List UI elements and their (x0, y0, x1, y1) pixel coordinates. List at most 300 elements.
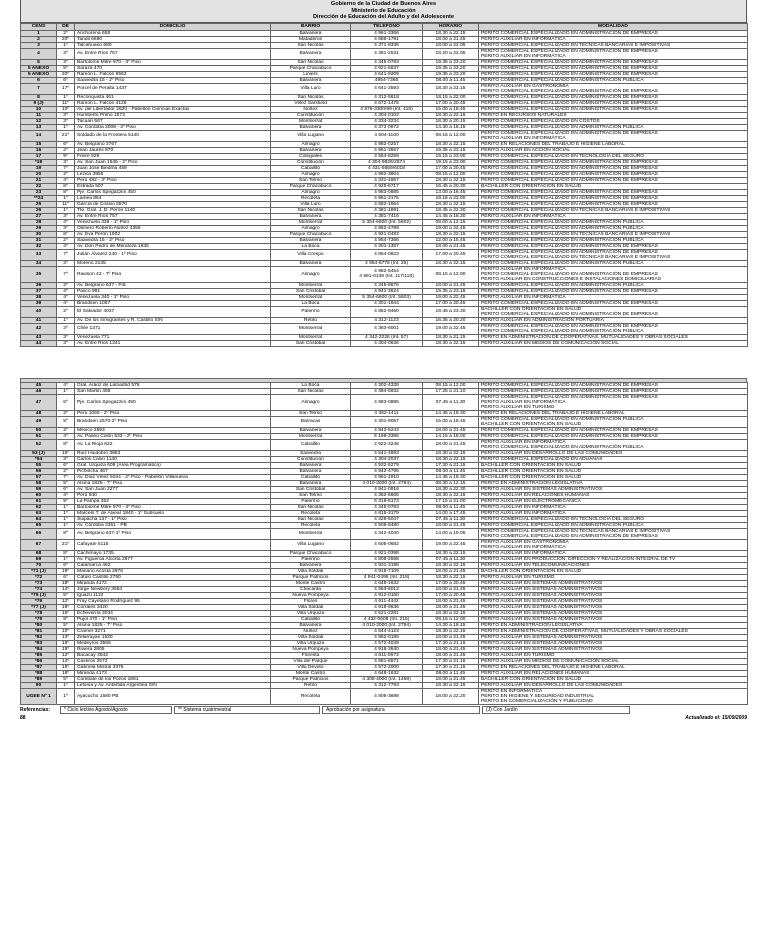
horario-cell: 18.00 a 22.20 (423, 688, 479, 704)
cens-cell: 51 (21, 433, 57, 439)
barrio-cell: Villa del Parque (271, 658, 351, 664)
domicilio-cell: Catamarca 462 (75, 562, 271, 568)
barrio-cell: San Nicolás (271, 59, 351, 65)
horario-cell: 18.00 a 21.45 (423, 36, 479, 42)
cens-cell: 64 (21, 516, 57, 522)
modalidad-cell: PERITO COMERCIAL ESPECIALIZADO EN ADMINISTRACIÓN DE EMPRESAS PERITO AUXILIAR EN INFORMÁTICA (479, 48, 748, 59)
de-cell: 5º (57, 622, 75, 628)
barrio-cell: Villa Lugano (271, 130, 351, 141)
horario-cell: 12.00 a 15.45 (423, 237, 479, 243)
horario-cell: 15.00 a 18.45 (423, 106, 479, 112)
barrio-cell: Parque Patricios (271, 676, 351, 682)
domicilio-cell: Saavedra 15 - 2º Piso (75, 237, 271, 243)
de-cell: 1º (57, 556, 75, 562)
de-cell: 8º (57, 183, 75, 189)
horario-cell: 19.35 a 23.20 (423, 59, 479, 65)
domicilio-cell: Av. Belgrano 637-1º Piso (75, 528, 271, 539)
domicilio-cell: Venezuela 338 - 1º Piso (75, 219, 271, 225)
barrio-cell: Balvanera (271, 260, 351, 266)
de-cell: 6º (57, 141, 75, 147)
barrio-cell: Recoleta (271, 688, 351, 704)
barrio-cell: Liniers (271, 71, 351, 77)
horario-cell: 18.00 a 21.45 (423, 604, 479, 610)
cens-cell: 5 ANEXO (21, 71, 57, 77)
de-cell: 4º (57, 382, 75, 388)
modalidad-cell: PERITO COMERCIAL ESPECIALIZADO EN ADMINISTRACIÓN PÚBLICA (479, 260, 748, 266)
domicilio-cell: Av. De los Inmigrantes y R. Castillo S/N (75, 317, 271, 323)
telefono-cell: 4 961-3366 (351, 30, 423, 36)
modalidad-cell: PERITO COMERCIAL ESPECIALIZADO EN ADMINISTRACIÓN DE EMPRESAS (479, 171, 748, 177)
cens-cell: *80 (21, 622, 57, 628)
telefono-cell: 4 941-0916 (351, 486, 423, 492)
de-cell: 21º (57, 539, 75, 550)
cens-cell: 69 (21, 556, 57, 562)
table-row (21, 106, 748, 112)
cens-cell: 36 (21, 282, 57, 288)
de-cell: 21º (57, 130, 75, 141)
de-cell: 10º (57, 628, 75, 634)
de-cell: 15º (57, 610, 75, 616)
horario-cell: 18.00 a 21.45 (423, 652, 479, 658)
de-cell: 4º (57, 288, 75, 294)
cens-cell: 14 (21, 130, 57, 141)
barrio-cell: Recoleta (271, 510, 351, 516)
telefono-cell: 4954-7366 (351, 77, 423, 83)
telefono-cell: 4 983-0885 (351, 394, 423, 410)
column-header-row (21, 23, 748, 30)
cens-cell: *87 (21, 664, 57, 670)
cens-cell: 57 (21, 474, 57, 480)
reference-item: ** Sistema cuatrimestral (174, 706, 320, 714)
barrio-cell: San Telmo (271, 492, 351, 498)
modalidad-cell: PERITO AUXILIAR EN ADMINISTRACIÓN PORTUARIA (479, 317, 748, 323)
barrio-cell: Palermo (271, 306, 351, 317)
telefono-cell: 4 672-1475 (351, 100, 423, 106)
telefono-cell: 4 918-9636 (351, 604, 423, 610)
modalidad-cell: PERITO COMERCIAL ESPECIALIZADO EN ADMINISTRACIÓN DE EMPRESAS (479, 382, 748, 388)
de-cell: 8º (57, 616, 75, 622)
domicilio-cell: Pasco 991 (75, 288, 271, 294)
telefono-cell: 4 581-6571 (351, 658, 423, 664)
telefono-cell: 4 312-5618 (351, 94, 423, 100)
telefono-cell: 4 815-3179 (351, 510, 423, 516)
de-cell: 19º (57, 604, 75, 610)
de-cell: 4º (57, 243, 75, 249)
modalidad-cell: PERITO AUXILIAR EN GASTRONOMÍA PERITO AUXILIAR EN INFORMÁTICA (479, 539, 748, 550)
horario-cell: 18.20 a 22.05 (423, 48, 479, 59)
modalidad-cell: PERITO AUXILIAR EN DESARROLLO DE LAS COMUNIDADES (479, 450, 748, 456)
domicilio-cell: Iguazú 1110 (75, 592, 271, 598)
telefono-cell: 4 983-0885 (351, 189, 423, 195)
domicilio-cell: Av. Entre Ríos 757 (75, 213, 271, 219)
cens-cell: 33 (21, 249, 57, 260)
modalidad-cell: PERITO COMERCIAL ESPECIALIZADO EN COSTOS (479, 118, 748, 124)
telefono-cell: 4 808-2598 (351, 556, 423, 562)
telefono-cell: 4 394-5932 (351, 388, 423, 394)
horario-cell: 17.30 a 21.15 (423, 664, 479, 670)
modalidad-cell: PERITO COMERCIAL ESPECIALIZADO EN ADMINISTRACIÓN PÚBLICA (479, 219, 748, 225)
modalidad-cell: PERITO EN ADMINISTRACIÓN LEGISLATIVA (479, 480, 748, 486)
telefono-cell: 6 319-5173 (351, 498, 423, 504)
domicilio-cell: Sarazá 470 (75, 65, 271, 71)
telefono-cell: 4 312-7793 (351, 682, 423, 688)
modalidad-cell: PERITO AUXILIAR EN ELECTROMECÁNICA (479, 498, 748, 504)
modalidad-cell: PERITO AUXILIAR EN TURISMO (479, 574, 748, 580)
domicilio-cell: Bartolomé Mitre 970 - 3º Piso (75, 59, 271, 65)
domicilio-cell: Carlos Calvo 1140 (75, 456, 271, 462)
cens-cell: 40 (21, 306, 57, 317)
barrio-cell: La Boca (271, 300, 351, 306)
barrio-cell: Villa Luro (271, 201, 351, 207)
modalidad-cell: PERITO COMERCIAL ESPECIALIZADO EN TECNOLOGÍA DEL SEGURO (479, 516, 748, 522)
barrio-cell: Montserrat (271, 528, 351, 539)
domicilio-cell: Julián Álvarez 240 - 1º Piso (75, 249, 271, 260)
references-label: Referencias: (20, 707, 51, 713)
modalidad-cell: PERITO COMERCIAL ESPECIALIZADO EN TÉCNICAS BANCARIAS E IMPOSITIVAS (479, 207, 748, 213)
domicilio-cell: Lezica 3955 (75, 171, 271, 177)
cens-cell: 25 (21, 201, 57, 207)
barrio-cell: Almagro (271, 266, 351, 282)
horario-cell: 18.30 a 22.15 (423, 231, 479, 237)
horario-cell: 18.30 a 20.15 (423, 118, 479, 124)
cens-cell: *54 (21, 456, 57, 462)
telefono-cell: 4 961-3175 (351, 195, 423, 201)
domicilio-cell: Bartolomé Mitre 970 - 3º Piso (75, 504, 271, 510)
modalidad-cell: PERITO COMERCIAL ESPECIALIZADO EN ADMINISTRACIÓN DE EMPRESAS (479, 427, 748, 433)
telefono-cell: 4 521-2281 (351, 610, 423, 616)
horario-cell: 08.15 a 12.00 (423, 266, 479, 282)
horario-cell: 19.15 a 23.00 (423, 153, 479, 159)
table-row (21, 528, 748, 539)
page-gap (20, 347, 747, 378)
table-row (21, 243, 748, 249)
horario-cell: 08.15 a 12.00 (423, 130, 479, 141)
de-cell: 1º (57, 207, 75, 213)
horario-cell: 17.00 a 20.45 (423, 165, 479, 171)
table-row (21, 394, 748, 410)
cens-cell: 19 (21, 165, 57, 171)
domicilio-cell: Perú 1065 - 2º Piso (75, 410, 271, 416)
modalidad-cell: PERITO AUXILIAR EN SISTEMAS ADMINISTRATIVOS (479, 598, 748, 604)
de-cell: 3º (57, 323, 75, 334)
domicilio-cell: Av. Córdoba 2008 - 2º Piso (75, 124, 271, 130)
domicilio-cell: Tandil 6690 (75, 36, 271, 42)
de-cell: 1º (57, 504, 75, 510)
modalidad-cell: PERITO AUXILIAR EN GASTRONOMÍA PERITO COMERCIAL ESPECIALIZADO EN ADMINISTRACIÓN DE EMPRESAS (479, 83, 748, 94)
cens-cell: 6 (21, 77, 57, 83)
telefono-cell: 4 954-6776 (Int. 25) (351, 260, 423, 266)
barrio-cell: Villa Lugano (271, 539, 351, 550)
cens-cell: 30 (21, 231, 57, 237)
horario-cell: 18.00 a 21.45 (423, 646, 479, 652)
modalidad-cell: PERITO COMERCIAL ESPECIALIZADO EN ADMINISTRACIÓN PÚBLICA (479, 522, 748, 528)
domicilio-cell: Gral. Aráoz de Lamadrid 576 (75, 382, 271, 388)
barrio-cell: San Nicolás (271, 504, 351, 510)
modalidad-cell: PERITO AUXILIAR EN INFORMÁTICA PERITO COMERCIAL ESPECIALIZADO EN ADMINISTRACIÓN PÚBLICA (479, 439, 748, 450)
cens-cell: 53 (J) (21, 450, 57, 456)
barrio-cell: Parque Chacabuco (271, 550, 351, 556)
horario-cell: 18.30 a 22.15 (423, 610, 479, 616)
horario-cell: 18.30 a 21.15 (423, 334, 479, 340)
barrio-cell: Saavedra (271, 450, 351, 456)
de-cell: 3º (57, 112, 75, 118)
domicilio-cell: Brandsen 1057 (75, 300, 271, 306)
barrio-cell: Balvanera (271, 462, 351, 468)
horario-cell: 18.00 a 21.45 (423, 243, 479, 249)
telefono-cell: 4 304-0102 (351, 112, 423, 118)
cens-cell: 56 (21, 468, 57, 474)
domicilio-cell: Av. San Juan 2277 (75, 486, 271, 492)
de-cell: 1º (57, 388, 75, 394)
barrio-cell: Recoleta (271, 195, 351, 201)
telefono-cell: 4 383-6001 (351, 323, 423, 334)
cens-cell: 23 (21, 189, 57, 195)
telefono-cell: 4 611-4442 (351, 598, 423, 604)
cens-cell: 48 (21, 410, 57, 416)
reference-item: (J) Con Jardín (482, 706, 630, 714)
domicilio-cell: Jean Jaurés 870 (75, 147, 271, 153)
cens-cell: *89 (21, 676, 57, 682)
cens-cell: *85 (21, 652, 57, 658)
telefono-cell: 4 921-0483 (351, 231, 423, 237)
de-cell: 1º (57, 317, 75, 323)
telefono-cell: 4 010-3000 (Int. 2794) (351, 622, 423, 628)
modalidad-cell: BACHILLER CON ORIENTACIÓN EN SALUD (479, 462, 748, 468)
barrio-cell: Villa Crespo (271, 249, 351, 260)
barrio-cell: Montserrat (271, 323, 351, 334)
modalidad-cell: PERITO COMERCIAL ESPECIALIZADO EN ADMINISTRACIÓN DE EMPRESAS (479, 195, 748, 201)
modalidad-cell: PERITO COMERCIAL ESPECIALIZADO EN TECNOLOGÍA DEL SEGURO (479, 153, 748, 159)
barrio-cell: Palermo (271, 498, 351, 504)
telefono-cell: 4 912-0160 (351, 592, 423, 598)
horario-cell: 18.30 a 22.15 (423, 628, 479, 634)
de-cell: 2º (57, 306, 75, 317)
modalidad-cell: BACHILLER CON ORIENTACIÓN EN SALUD PERITO COMERCIAL ESPECIALIZADO EN ADMINISTRACIÓN DE EMPRESAS (479, 306, 748, 317)
de-cell: 5º (57, 416, 75, 427)
telefono-cell: 4 576-3300/99 (Int. 418) (351, 106, 423, 112)
horario-cell: 18.00 a 21.45 (423, 598, 479, 604)
horario-cell: 14.30 a 18.15 (423, 622, 479, 628)
domicilio-cell: Pje. Carlos Spegazzini 450 (75, 189, 271, 195)
modalidad-cell: BACHILLER CON ORIENTACIÓN EN SALUD (479, 468, 748, 474)
telefono-cell: 4 432-0608 (Int. 215) (351, 616, 423, 622)
horario-cell: 18.30 a 22.15 (423, 492, 479, 498)
table-row (21, 189, 748, 195)
horario-cell: 17.00 a 20.45 (423, 592, 479, 598)
modalidad-cell: PERITO EN RELACIONES DEL TRABAJO E HIGIENE LABORAL (479, 664, 748, 670)
barrio-cell: Balvanera (271, 562, 351, 568)
cens-cell: 32 (21, 243, 57, 249)
de-cell: 11º (57, 100, 75, 106)
modalidad-cell: PERITO COMERCIAL ESPECIALIZADO EN ADMINISTRACIÓN PÚBLICA (479, 282, 748, 288)
telefono-cell: 4 604-1160 (351, 130, 423, 141)
de-cell: 2º (57, 147, 75, 153)
cens-cell: 45 (21, 382, 57, 388)
telefono-cell: 4 362-1411 (351, 410, 423, 416)
de-cell: 1º (57, 42, 75, 48)
modalidad-cell: PERITO COMERCIAL ESPECIALIZADO EN ADMINISTRACIÓN DE EMPRESAS (479, 106, 748, 112)
cens-cell: 17 (21, 153, 57, 159)
modalidad-cell: PERITO COMERCIAL ESPECIALIZADO EN TÉCNICAS BANCARIAS E IMPOSITIVAS (479, 231, 748, 237)
de-cell: 6º (57, 394, 75, 410)
cens-cell: 62 (21, 504, 57, 510)
barrio-cell: Constitución (271, 159, 351, 165)
domicilio-cell: Corrales 3420 (75, 604, 271, 610)
de-cell: 9º (57, 153, 75, 159)
modalidad-cell: PERITO AUXILIAR EN SISTEMAS ADMINISTRATIVOS (479, 604, 748, 610)
cens-cell: *74 (21, 586, 57, 592)
telefono-cell: 4 345-6676 (351, 282, 423, 288)
horario-cell: 18.00 a 21.45 (423, 568, 479, 574)
telefono-cell: 4 010-3000 (Int. 2794) (351, 480, 423, 486)
modalidad-cell: PERITO COMERCIAL ESPECIALIZADO EN ADMINISTRACIÓN DE EMPRESAS (479, 30, 748, 36)
barrio-cell: Villa Devoto (271, 664, 351, 670)
modalidad-cell: PERITO AUXILIAR EN SISTEMAS ADMINISTRATIVOS (479, 616, 748, 622)
horario-cell: 07.45 a 11.30 (423, 394, 479, 410)
telefono-cell: 4 982-6454 4 981-0139 (Int. 117/118) (351, 266, 423, 282)
modalidad-cell: PERITO EN INFORMÁTICA PERITO EN HIGIENE Y SEGURIDAD INDUSTRIAL PERITO EN COMERCIALIZACIÓN Y PUBLICIDAD (479, 688, 748, 704)
horario-cell: 18.30 a 22.15 (423, 201, 479, 207)
telefono-cell: 4 954-7366 (351, 237, 423, 243)
cens-cell: 4 (21, 48, 57, 59)
telefono-cell: 4 932-5279 (351, 462, 423, 468)
domicilio-cell: Av. Paseo Colón 533 - 2º Piso (75, 433, 271, 439)
cens-cell: 34 (21, 260, 57, 266)
horario-cell: 18.30 a 22.15 (423, 682, 479, 688)
telefono-cell: 4 553-6012 (351, 586, 423, 592)
horario-cell: 18.45 a 22.30 (423, 207, 479, 213)
modalidad-cell: PERITO AUXILIAR EN SISTEMAS ADMINISTRATIVOS (479, 610, 748, 616)
domicilio-cell: Gabriela Mistral 3376 (75, 664, 271, 670)
domicilio-cell: Riviera 2805 (75, 646, 271, 652)
table-row (21, 439, 748, 450)
domicilio-cell: Caseros 2572 (75, 658, 271, 664)
horario-cell: 18.00 a 21.45 (423, 586, 479, 592)
de-cell: 10º (57, 106, 75, 112)
de-cell: 3º (57, 456, 75, 462)
horario-cell: 18.00 a 21.45 (423, 282, 479, 288)
cens-cell: 27 (21, 213, 57, 219)
modalidad-cell: PERITO EN RELACIONES DEL TRABAJO E HIGIENE LABORAL (479, 141, 748, 147)
domicilio-cell: Av. del Libertador 2620 - Pabellón Ciencias Exactas (75, 106, 271, 112)
de-cell: 14º (57, 658, 75, 664)
cens-cell: *77 (J) (21, 604, 57, 610)
barrio-cell: Balvanera (271, 480, 351, 486)
telefono-cell: 4 862-9460 (351, 306, 423, 317)
de-cell: 20º (57, 71, 75, 77)
telefono-cell: 4 806-3698 (351, 688, 423, 704)
barrio-cell: Balvanera (271, 30, 351, 36)
modalidad-cell: PERITO AUXILIAR EN DESARROLLO DE LAS COMUNIDADES (479, 682, 748, 688)
domicilio-cell: Ayacucho 1680 PB (75, 688, 271, 704)
barrio-cell: Palermo (271, 556, 351, 562)
de-cell: 14º (57, 586, 75, 592)
domicilio-cell: Pujol 470 - 1º Piso (75, 616, 271, 622)
barrio-cell: Monte Castro (271, 670, 351, 676)
modalidad-cell: PERITO AUXILIAR EN MEDIOS DE COMUNICACIÓN SOCIAL (479, 658, 748, 664)
cens-cell: 35 (21, 266, 57, 282)
domicilio-cell: Cramer 3271 (75, 628, 271, 634)
domicilio-cell: Perú 482 - 3º Piso (75, 177, 271, 183)
table-row (21, 539, 748, 550)
modalidad-cell: PERITO EN ADMINISTRACIÓN DE COOPERATIVAS, MUTUALIDADES Y OBRAS SOCIALES (479, 628, 748, 634)
horario-cell: 18.00 a 21.45 (423, 427, 479, 433)
cens-cell: *76 (21, 598, 57, 604)
cens-cell: 16 (21, 147, 57, 153)
horario-cell: 08.00 a 11.45 (423, 468, 479, 474)
barrio-cell: Montserrat (271, 433, 351, 439)
cens-cell: 41 (21, 317, 57, 323)
cens-cell: 15 (21, 141, 57, 147)
modalidad-cell: PERITO AUXILIAR EN TURISMO (479, 652, 748, 658)
telefono-cell: 4 342-4030 (351, 528, 423, 539)
domicilio-cell: Venezuela 340 - 1º Piso (75, 294, 271, 300)
de-cell: 7º (57, 165, 75, 171)
telefono-cell: 4 312-1123 (351, 317, 423, 323)
telefono-cell: 4 921-5637 (351, 65, 423, 71)
telefono-cell: 4 308-4000 (Int. 1468) (351, 676, 423, 682)
domicilio-cell: San Martín 458 (75, 388, 271, 394)
modalidad-cell: PERITO AUXILIAR EN SISTEMAS ADMINISTRATIVOS (479, 640, 748, 646)
telefono-cell: 4 371-9336 (351, 42, 423, 48)
barrio-cell: Balvanera (271, 147, 351, 153)
barrio-cell: Colegiales (271, 153, 351, 159)
de-cell: 8º (57, 528, 75, 539)
horario-cell: 19.00 a 22.45 (423, 294, 479, 300)
barrio-cell: Constitución (271, 456, 351, 462)
footer (20, 715, 747, 721)
modalidad-cell: PERITO COMERCIAL ESPECIALIZADO EN ADMINISTRACIÓN DE EMPRESAS (479, 388, 748, 394)
de-cell: 4º (57, 294, 75, 300)
horario-cell: 14.00 a 17.45 (423, 510, 479, 516)
horario-cell: 16.45 a 20.30 (423, 183, 479, 189)
domicilio-cell: Brandsen 2570-2º Piso (75, 416, 271, 427)
domicilio-cell: Bacacay 3542 (75, 652, 271, 658)
modalidad-cell: PERITO AUXILIAR EN PRODUCCIÓN, DIRECCIÓN Y REALIZACIÓN INTEGRAL DE TV (479, 556, 748, 562)
col-modalidad: MODALIDAD (479, 23, 748, 30)
col-domicilio: DOMICILIO (75, 23, 271, 30)
telefono-cell: 4 304-2037 (351, 456, 423, 462)
domicilio-cell: Perú 940 (75, 492, 271, 498)
domicilio-cell: Av. San Juan 1545 - 2º Piso (75, 159, 271, 165)
telefono-cell: 4 854-0823 (351, 249, 423, 260)
horario-cell: 19.35 a 23.20 (423, 65, 479, 71)
telefono-cell: 4 541-4693 (351, 450, 423, 456)
horario-cell: 17.30 a 21.15 (423, 658, 479, 664)
de-cell: 3º (57, 340, 75, 346)
barrio-cell: Villa Urquiza (271, 640, 351, 646)
modalidad-cell: PERITO COMERCIAL ESPECIALIZADO EN ADMINISTRACIÓN DE EMPRESAS PERITO COMERCIAL ESPECIALIZADO EN ADMINISTRACIÓN PÚBLICA (479, 323, 748, 334)
de-cell: 3º (57, 334, 75, 340)
domicilio-cell: Alsina 1825 - 7º Piso (75, 622, 271, 628)
col-telefono: TELEFONO (351, 23, 423, 30)
barrio-cell: Floresta (271, 652, 351, 658)
col-horario: HORARIO (423, 23, 479, 30)
de-cell: 8º (57, 231, 75, 237)
barrio-cell: Chacarita (271, 586, 351, 592)
horario-cell: 14.30 a 18.15 (423, 124, 479, 130)
de-cell: 5º (57, 65, 75, 71)
cens-cell: *86 (21, 658, 57, 664)
table-row (21, 382, 748, 388)
horario-cell: 19.35 a 23.15 (423, 147, 479, 153)
table-row (21, 130, 748, 141)
modalidad-cell: PERITO EN ADMINISTRACIÓN LEGISLATIVA (479, 622, 748, 628)
modalidad-cell: PERITO AUXILIAR EN INFORMÁTICA (479, 510, 748, 516)
cens-cell: 66 (21, 528, 57, 539)
domicilio-cell: Tacuarí 567 (75, 118, 271, 124)
horario-cell: 19.00 a 22.45 (423, 539, 479, 550)
